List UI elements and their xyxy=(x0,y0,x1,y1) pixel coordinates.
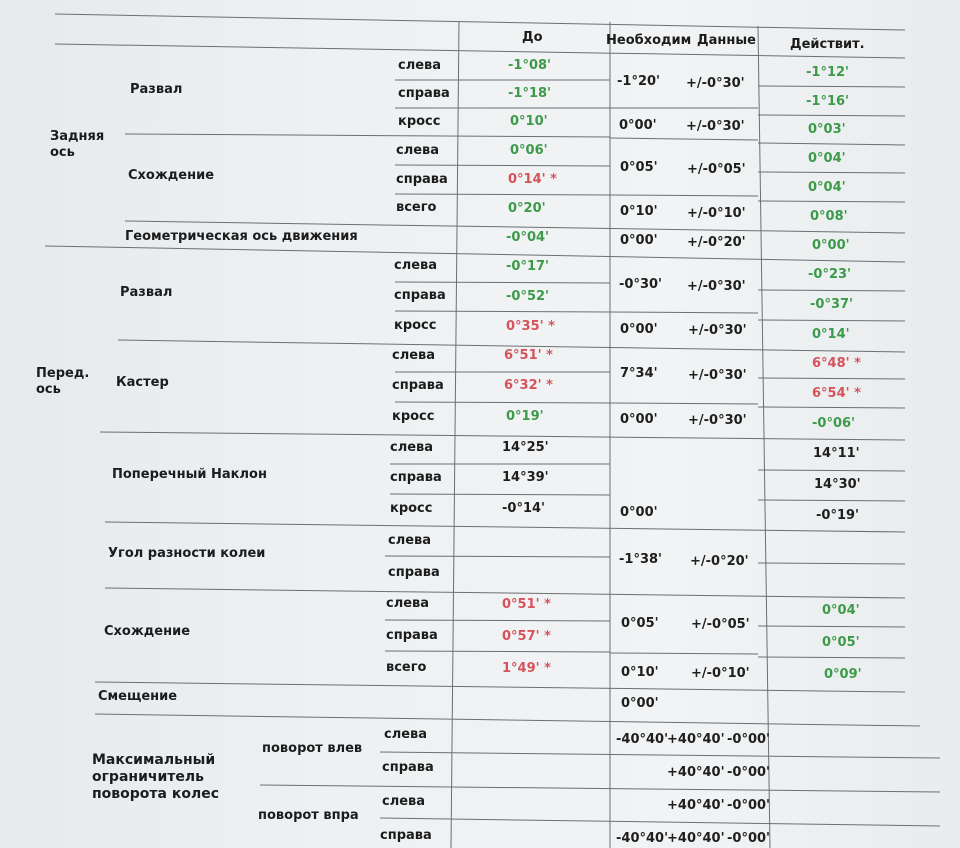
side-label: кросс xyxy=(390,501,433,516)
before-value: -0°52' xyxy=(506,289,550,304)
actual-value: 6°54' * xyxy=(812,386,861,401)
spec-steer: +40°40' xyxy=(667,765,725,780)
spec-tolerance: +/-0°05' xyxy=(687,162,746,177)
side-label: слева xyxy=(390,440,434,455)
param-thrust-line: Геометрическая ось движения xyxy=(125,229,358,244)
side-label: кросс xyxy=(394,318,437,333)
header-before: До xyxy=(522,30,543,45)
spec-nominal: 0°00' xyxy=(621,696,659,711)
actual-value: -0°37' xyxy=(810,297,854,312)
spec-nominal: -1°38' xyxy=(619,552,663,567)
side-label: справа xyxy=(394,288,446,303)
side-label: слева xyxy=(382,794,426,809)
spec-steer: -0°00' xyxy=(727,798,771,813)
spec-steer: +40°40' xyxy=(667,798,725,813)
side-label: справа xyxy=(380,828,432,843)
spec-tolerance: +/-0°30' xyxy=(687,279,746,294)
spec-tolerance: +/-0°10' xyxy=(691,666,750,681)
before-value: 0°20' xyxy=(508,201,546,216)
spec-steer: -40°40' xyxy=(616,831,669,846)
spec-tolerance: +/-0°30' xyxy=(688,413,747,428)
side-label: слева xyxy=(384,727,428,742)
before-value: 0°35' * xyxy=(506,319,555,334)
spec-tolerance: +/-0°30' xyxy=(686,76,745,91)
actual-value: 0°04' xyxy=(822,603,860,618)
actual-value: 0°08' xyxy=(810,209,848,224)
side-label: всего xyxy=(386,660,427,675)
before-value: -0°17' xyxy=(506,259,550,274)
actual-value: 0°03' xyxy=(808,122,846,137)
before-value: 14°39' xyxy=(502,470,549,485)
spec-nominal: 0°10' xyxy=(621,665,659,680)
spec-nominal: 0°05' xyxy=(621,616,659,631)
actual-value: 0°09' xyxy=(824,667,862,682)
side-label: слева xyxy=(398,58,442,73)
spec-nominal: -0°30' xyxy=(619,277,663,292)
param-toe-front: Схождение xyxy=(104,624,191,639)
before-value: -1°08' xyxy=(508,58,552,73)
before-value: -1°18' xyxy=(508,86,552,101)
before-value: 0°10' xyxy=(510,114,548,129)
actual-value: 0°04' xyxy=(808,151,846,166)
side-label: кросс xyxy=(398,114,441,129)
before-value: 0°06' xyxy=(510,143,548,158)
param-toe-rear: Схождение xyxy=(128,168,215,183)
param-toe-out-on-turns: Угол разности колеи xyxy=(108,546,266,561)
side-label: слева xyxy=(392,348,436,363)
spec-nominal: 0°00' xyxy=(620,505,658,520)
side-label: слева xyxy=(388,533,432,548)
side-label: кросс xyxy=(392,409,435,424)
group-rear-axle: Задняя ось xyxy=(50,129,105,160)
spec-tolerance: +/-0°05' xyxy=(691,617,750,632)
param-turn-left: поворот влев xyxy=(262,741,363,756)
header-data: Данные xyxy=(697,33,756,48)
spec-tolerance: +/-0°20' xyxy=(690,554,749,569)
spec-nominal: 0°00' xyxy=(620,412,658,427)
before-value: 0°19' xyxy=(506,409,544,424)
spec-nominal: 0°10' xyxy=(620,204,658,219)
spec-steer: +40°40' xyxy=(667,732,725,747)
spec-tolerance: +/-0°20' xyxy=(687,235,746,250)
actual-value: -1°12' xyxy=(806,65,850,80)
actual-value: 14°11' xyxy=(813,446,860,461)
side-label: справа xyxy=(398,86,450,101)
spec-nominal: 0°00' xyxy=(619,118,657,133)
param-turn-right: поворот впра xyxy=(258,808,359,823)
side-label: справа xyxy=(382,760,434,775)
actual-value: -1°16' xyxy=(806,94,850,109)
actual-value: 6°48' * xyxy=(812,356,861,371)
spec-tolerance: +/-0°30' xyxy=(688,368,747,383)
spec-nominal: 0°00' xyxy=(620,233,658,248)
side-label: слева xyxy=(396,143,440,158)
actual-value: 14°30' xyxy=(814,477,861,492)
side-label: справа xyxy=(390,470,442,485)
param-max-steer: Максимальный ограничитель поворота колес xyxy=(92,752,220,802)
spec-steer: +40°40' xyxy=(667,831,725,846)
before-value: 6°51' * xyxy=(504,348,553,363)
before-value: -0°04' xyxy=(506,230,550,245)
before-value: 14°25' xyxy=(502,440,549,455)
spec-tolerance: +/-0°10' xyxy=(687,206,746,221)
actual-value: 0°14' xyxy=(812,327,850,342)
param-sai: Поперечный Наклон xyxy=(112,467,267,482)
before-value: -0°14' xyxy=(502,501,546,516)
side-label: справа xyxy=(386,628,438,643)
side-label: слева xyxy=(386,596,430,611)
before-value: 1°49' * xyxy=(502,661,551,676)
side-label: всего xyxy=(396,200,437,215)
actual-value: -0°06' xyxy=(812,416,856,431)
side-label: справа xyxy=(396,172,448,187)
spec-nominal: -1°20' xyxy=(617,74,661,89)
side-label: справа xyxy=(392,378,444,393)
spec-tolerance: +/-0°30' xyxy=(688,323,747,338)
before-value: 0°14' * xyxy=(508,172,557,187)
spec-steer: -0°00' xyxy=(727,765,771,780)
param-camber-rear: Развал xyxy=(130,82,183,97)
spec-nominal: 7°34' xyxy=(620,366,658,381)
spec-tolerance: +/-0°30' xyxy=(686,119,745,134)
side-label: справа xyxy=(388,565,440,580)
header-actual: Действит. xyxy=(790,37,865,52)
group-front-axle: Перед. ось xyxy=(36,366,90,397)
spec-steer: -40°40' xyxy=(616,732,669,747)
actual-value: 0°05' xyxy=(822,635,860,650)
header-required: Необходим xyxy=(606,33,692,48)
param-setback: Смещение xyxy=(98,689,178,704)
actual-value: 0°04' xyxy=(808,180,846,195)
spec-steer: -0°00' xyxy=(727,732,771,747)
spec-steer: -0°00' xyxy=(727,831,771,846)
param-caster: Кастер xyxy=(116,375,169,390)
spec-nominal: 0°05' xyxy=(620,160,658,175)
actual-value: 0°00' xyxy=(812,238,850,253)
param-camber-front: Развал xyxy=(120,285,173,300)
before-value: 6°32' * xyxy=(504,378,553,393)
actual-value: -0°23' xyxy=(808,267,852,282)
side-label: слева xyxy=(394,258,438,273)
actual-value: -0°19' xyxy=(816,508,860,523)
before-value: 0°51' * xyxy=(502,597,551,612)
before-value: 0°57' * xyxy=(502,629,551,644)
spec-nominal: 0°00' xyxy=(620,322,658,337)
